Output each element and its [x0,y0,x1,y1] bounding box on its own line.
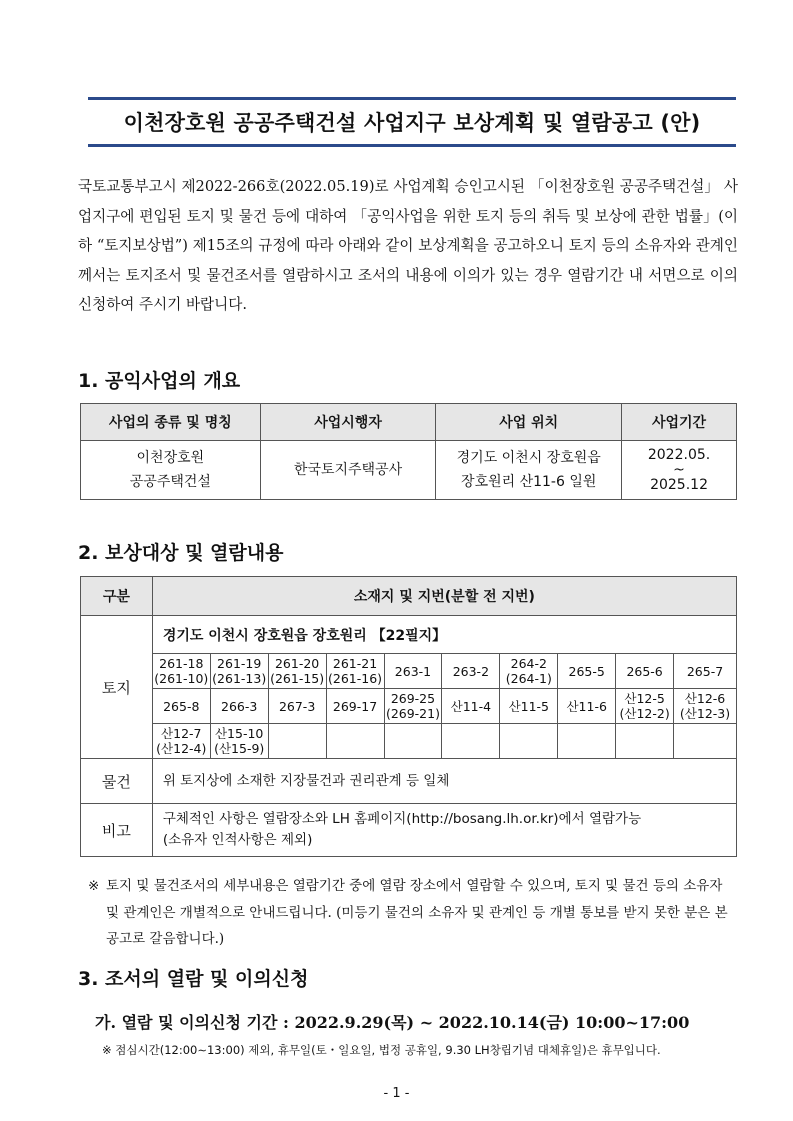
header-period: 사업기간 [622,404,737,441]
lot-previous-number: (산12-3) [679,706,731,721]
lot-number: 산12-7 [161,726,202,741]
lot-cell [616,654,674,689]
lot-cell [326,654,384,689]
lot-previous-number: (산15-9) [214,741,265,756]
lot-cell [442,654,500,689]
lot-number: 269-25 [390,691,436,706]
lot-previous-number: (261-13) [212,671,267,686]
lot-number: 266-3 [221,698,258,714]
lot-previous-number: (261-15) [270,671,325,686]
location-line1: 경기도 이천시 장호원읍 [456,450,601,466]
lot-number: 265-6 [626,663,663,679]
lunch-holiday-note: ※ 점심시간(12:00∼13:00) 제외, 휴무일(토・일요일, 법정 공휴일, 9.30 LH창립기념 대체휴일)은 휴무입니다. [102,1043,661,1057]
section3-heading: 3. 조서의 열람 및 이의신청 [78,968,309,990]
lot-cell [674,654,737,689]
header-location: 사업 위치 [436,404,622,441]
header-operator: 사업시행자 [260,404,436,441]
land-category-label: 토지 [81,616,153,759]
lot-number: 263-2 [452,663,490,679]
location-cell [436,441,622,500]
lot-number: 263-1 [394,663,432,679]
lot-cell [558,724,616,759]
remark-text [152,804,736,857]
inspection-period: 가. 열람 및 이의신청 기간 : 2022.9.29(목) ~ 2022.10.14(금) 10:00~17:00 [95,1013,690,1032]
header-category: 구분 [81,577,153,616]
goods-description: 위 토지상에 소재한 지장물건과 권리관계 등 일체 [152,759,736,804]
lot-number: 261-21 [332,656,378,671]
lot-number: 산12-6 [684,691,726,706]
lot-previous-number: (산12-2) [619,706,670,721]
table-row [81,441,737,500]
page-number: - 1 - [383,1086,410,1101]
land-address: 경기도 이천시 장호원읍 장호원리 【22필지】 [152,616,736,654]
lot-row-1 [81,654,737,689]
lot-cell [152,724,210,759]
location-line2: 장호원리 산11-6 일원 [461,474,597,490]
lot-number: 269-17 [332,698,378,714]
section2-heading: 2. 보상대상 및 열람내용 [78,542,284,564]
remark-line1: 구체적인 사항은 열람장소와 LH 홈페이지(http://bosang.lh.or.kr)에서 열람가능 [162,811,642,827]
project-name-line1: 이천장호원 [136,450,205,466]
period-cell [622,441,737,500]
lot-cell [384,689,442,724]
lot-number: 265-8 [163,698,200,714]
header-project-name: 사업의 종류 및 명칭 [81,404,261,441]
lot-cell [326,689,384,724]
lot-cell [500,724,558,759]
title-box [88,97,736,147]
intro-paragraph: 국토교통부고시 제2022-266호(2022.05.19)로 사업계획 승인고시된 「이천장호원 공공주택건설」 사업지구에 편입된 토지 및 물건 등에 대하여 「공익사업을 위한 토지 등의 취득 및 보상에 관한 법률」(이하 “토지보상법”) 제15조의 규정에 따라 아래와 같이 보상계획을 공고하오니 토지 등의 소유자와 관계인께서는 토지조서 및 물건조서를 열람하시고 조서의 내용에 이의가 있는 경우 열람기간 내 서면으로 이의신청하여 주시기 바랍니다. [78,178,738,313]
lot-number: 261-19 [217,656,262,671]
lot-previous-number: (261-10) [154,671,209,686]
lot-number: 264-2 [510,656,547,671]
lot-row-2 [81,689,737,724]
lot-cell [210,654,268,689]
section1-heading: 1. 공익사업의 개요 [78,370,241,392]
lot-number: 265-5 [568,663,605,679]
lot-cell [152,689,210,724]
lot-cell [616,689,674,724]
lot-cell [500,654,558,689]
period-end: 2025.12 [650,476,708,493]
table-header-row [81,577,737,616]
period-start: 2022.05. [647,446,711,463]
remark-category-label: 비고 [81,804,153,857]
project-name-line2: 공공주택건설 [129,474,211,490]
lot-number: 산15-10 [214,726,264,741]
lot-cell [442,724,500,759]
lot-cell [210,689,268,724]
lot-cell [268,689,326,724]
lot-number: 산11-6 [566,698,607,714]
lot-number: 산11-4 [450,698,492,714]
lot-cell [558,689,616,724]
lot-cell [210,724,268,759]
remark-row [81,804,737,857]
footnote-mark: ※ [88,878,100,894]
remark-line2: (소유자 인적사항은 제외) [162,832,313,848]
goods-row [81,759,737,804]
lot-cell [558,654,616,689]
header-address: 소재지 및 지번(분할 전 지번) [152,577,736,616]
lot-number: 267-3 [278,698,316,714]
lot-previous-number: (261-16) [328,671,383,686]
lot-cell [384,654,442,689]
lot-previous-number: (264-1) [505,671,552,686]
lot-cell [674,724,737,759]
lot-number: 산11-5 [508,698,550,714]
land-address-row [81,616,737,654]
lot-cell [616,724,674,759]
compensation-target-table [80,576,737,857]
lot-cell [268,654,326,689]
footnote [88,873,738,953]
lot-cell [384,724,442,759]
lot-row-3 [81,724,737,759]
lot-previous-number: (산12-4) [156,741,207,756]
lot-cell [326,724,384,759]
project-overview-table [80,403,737,500]
document-title: 이천장호원 공공주택건설 사업지구 보상계획 및 열람공고 (안) [123,111,701,135]
lot-previous-number: (269-21) [385,706,440,721]
lot-number: 261-20 [274,656,320,671]
lot-cell [268,724,326,759]
goods-category-label: 물건 [81,759,153,804]
lot-cell [152,654,210,689]
lot-cell [442,689,500,724]
lot-number: 265-7 [686,663,724,679]
table-header-row [81,404,737,441]
lot-number: 261-18 [159,656,204,671]
period-separator: ~ [673,461,685,478]
project-name-cell [81,441,261,500]
operator-cell: 한국토지주택공사 [260,441,436,500]
lot-number: 산12-5 [624,691,665,706]
footnote-text: 토지 및 물건조서의 세부내용은 열람기간 중에 열람 장소에서 열람할 수 있으며, 토지 및 물건 등의 소유자 및 관계인은 개별적으로 안내드립니다. (미등기 물건의 소유자 및 관계인 등 개별 통보를 받지 못한 분은 본 공고로 갈음합니다.) [106,878,728,947]
lot-cell [500,689,558,724]
lot-cell [674,689,737,724]
